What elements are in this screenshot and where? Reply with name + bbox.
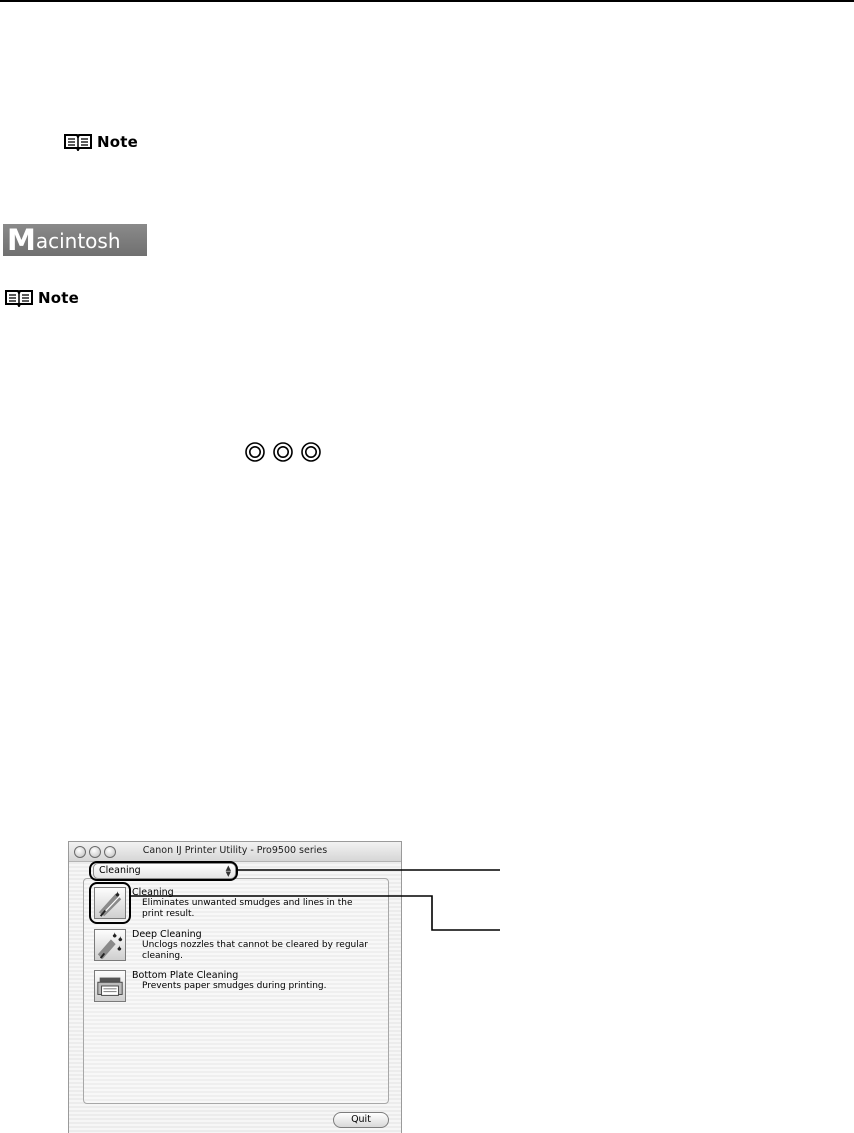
bottom-plate-cleaning-description: Prevents paper smudges during printing. [142, 981, 327, 991]
bottom-plate-cleaning-title: Bottom Plate Cleaning [132, 970, 239, 981]
window-titlebar [69, 842, 401, 862]
callout-highlight-menu [89, 861, 238, 881]
cleaning-description: Eliminates unwanted smudges and lines in the print result. [142, 898, 353, 919]
macintosh-section-banner [3, 224, 147, 256]
note-book-icon [63, 133, 93, 151]
cleaning-title: Cleaning [132, 887, 174, 898]
ring-icon [272, 441, 294, 463]
note-heading-mac [4, 288, 79, 308]
deep-cleaning-title: Deep Cleaning [132, 929, 202, 940]
note-label: Note [38, 289, 80, 307]
ring-icon [300, 441, 322, 463]
note-label: Note [97, 133, 139, 151]
ring-icon [244, 441, 266, 463]
printer-utility-window [68, 841, 402, 1133]
quit-button[interactable]: Quit [333, 1112, 389, 1128]
header-rule [0, 0, 854, 2]
note-heading [63, 132, 138, 152]
window-title: Canon IJ Printer Utility - Pro9500 series [142, 845, 328, 856]
banner-text: acintosh [35, 229, 121, 253]
banner-initial: M [7, 223, 36, 257]
popup-selected-value: Cleaning [99, 865, 141, 876]
bottom-plate-icon[interactable] [94, 970, 126, 1002]
popup-arrows-icon: ▲ ▼ [225, 864, 231, 878]
deep-cleaning-brush-icon[interactable] [94, 929, 126, 961]
callout-highlight-cleaning-icon [89, 882, 131, 924]
deep-cleaning-description: Unclogs nozzles that cannot be cleared by regular cleaning. [142, 940, 368, 961]
resume-button-rings [244, 441, 322, 463]
note-book-icon [4, 289, 34, 307]
